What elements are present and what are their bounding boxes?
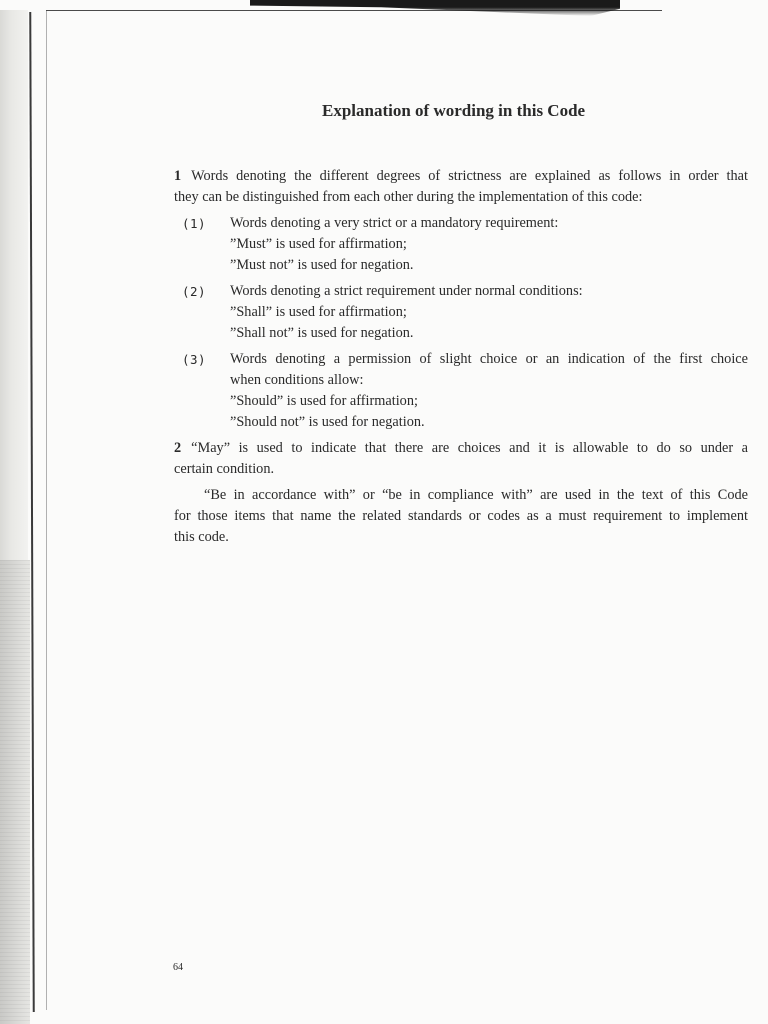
page-title: Explanation of wording in this Code	[322, 101, 586, 120]
list-item-affirmation: ”Must” is used for affirmation;	[230, 236, 407, 252]
section-2	[174, 438, 748, 480]
inner-border-line	[46, 10, 47, 1010]
page-number: 64	[173, 962, 183, 973]
section-1-line-2: they can be distinguished from each other during the implementation of this code:	[174, 189, 643, 205]
list-item-heading-cont: when conditions allow:	[230, 372, 364, 388]
list-item-heading: Words denoting a strict requirement under normal conditions:	[230, 283, 583, 299]
list-item-negation: ”Should not” is used for negation.	[230, 414, 425, 430]
section-2-line-2: certain condition.	[174, 461, 275, 477]
list-item-affirmation: ”Should” is used for affirmation;	[230, 393, 418, 409]
section-2-line-1: 2 “May” is used to indicate that there are choices and it is allowable to do so under a	[174, 440, 748, 456]
section-1-line-1: 1 Words denoting the different degrees of strictness are explained as follows in order that	[174, 168, 748, 184]
section-1	[174, 166, 748, 208]
scan-noise	[0, 560, 30, 1024]
list-item-heading: Words denoting a permission of slight choice or an indication of the first choice	[230, 351, 748, 367]
list-item-negation: ”Shall not” is used for negation.	[230, 325, 414, 341]
section-1-number: 1	[174, 168, 182, 184]
list-item-1	[174, 213, 748, 276]
list-item-heading: Words denoting a very strict or a mandatory requirement:	[230, 215, 559, 231]
scan-shadow	[250, 0, 620, 16]
paragraph-3	[174, 485, 748, 548]
list-item-label: (3)	[182, 352, 207, 367]
list-item-label: (1)	[182, 216, 207, 231]
page-edge-line	[29, 12, 34, 1012]
paragraph-3-line-1: “Be in accordance with” or “be in compliance with” are used in the text of this Code	[204, 487, 748, 503]
list-item-3	[174, 349, 748, 433]
list-item-label: (2)	[182, 284, 207, 299]
section-2-number: 2	[174, 440, 182, 456]
paragraph-3-line-2: for those items that name the related standards or codes as a must requirement to implement	[174, 508, 748, 524]
list-item-affirmation: ”Shall” is used for affirmation;	[230, 304, 407, 320]
list-item-2	[174, 281, 748, 344]
list-item-negation: ”Must not” is used for negation.	[230, 257, 414, 273]
paragraph-3-line-3: this code.	[174, 529, 229, 545]
